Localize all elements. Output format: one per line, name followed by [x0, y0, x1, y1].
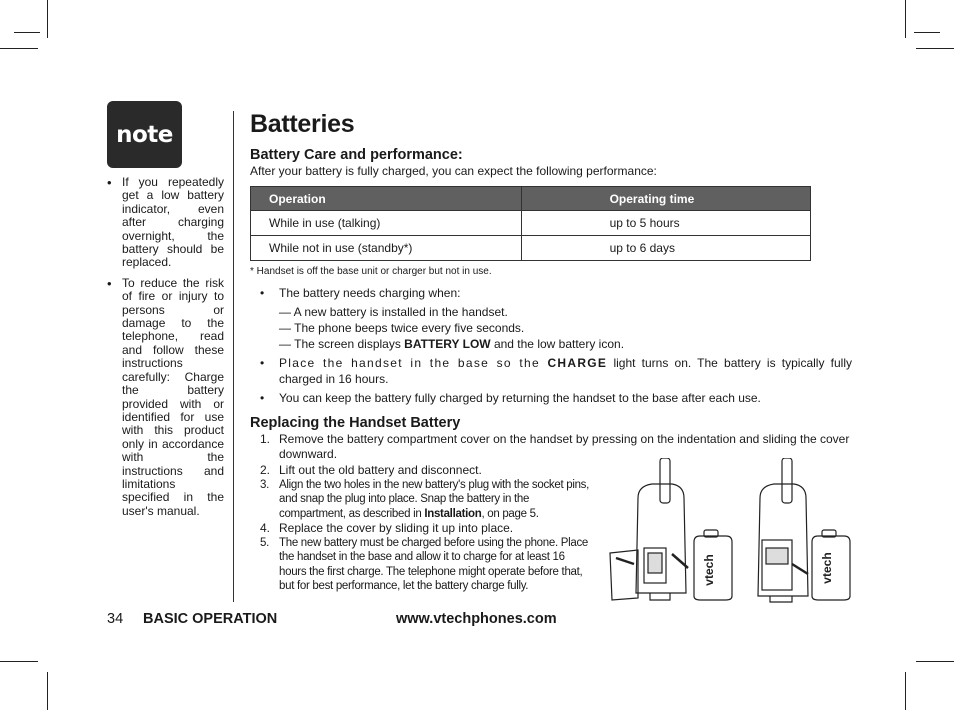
- step-text: The new battery must be charged before using the phone. Place the handset in the base and allow it to charge for at least 16 hours the first charge. The telephone might operate before that, but for best performance, let the battery charge fully.: [279, 536, 589, 592]
- crop-mark: [916, 661, 954, 662]
- step-number: 2.: [260, 463, 271, 477]
- list-item: [250, 355, 852, 387]
- step-text: Remove the battery compartment cover on the handset by pressing on the indentation and sliding the cover downward.: [279, 432, 850, 461]
- sub-text: and the low battery icon.: [490, 337, 625, 351]
- sub-item: [250, 336, 852, 352]
- step-text: Lift out the old battery and disconnect.: [279, 463, 482, 477]
- section-heading-care: Battery Care and performance:: [250, 147, 463, 163]
- step-number: 4.: [260, 521, 271, 535]
- step-text: Align the two holes in the new battery's plug with the socket pins, and snap the plug into place. Snap the battery in the compartment, as described in: [279, 478, 590, 520]
- charge-label: CHARGE: [547, 356, 608, 370]
- crop-mark: [916, 48, 954, 49]
- step-item: [250, 521, 593, 536]
- table-header-operation: Operation: [251, 187, 522, 211]
- section-name: BASIC OPERATION: [143, 611, 278, 627]
- step-text: Replace the cover by sliding it up into place.: [279, 521, 514, 535]
- arrow-icon: [616, 558, 634, 564]
- table-cell: up to 5 hours: [521, 211, 810, 236]
- note-bullet: • If you repeatedly get a low battery indicator, even after charging overnight, the battery should be replaced.: [107, 176, 224, 270]
- step-item: [250, 478, 593, 522]
- step-number: 5.: [260, 536, 269, 549]
- crop-mark: [47, 672, 48, 710]
- table-cell: While not in use (standby*): [251, 236, 522, 261]
- care-intro: After your battery is fully charged, you can expect the following performance:: [250, 164, 657, 178]
- crop-mark: [0, 48, 38, 49]
- crop-mark: [47, 0, 48, 38]
- table-header-time: Operating time: [521, 187, 810, 211]
- battery-replacement-illustration: [604, 458, 854, 606]
- sub-item: — A new battery is installed in the handset.: [279, 305, 508, 319]
- note-bullet: • To reduce the risk of fire or injury to persons or damage to the telephone, read and follow these instructions carefully: Charge the battery provided with or identified for use with this product only in accordance with the instructions and limitations specified in the user's manual.: [107, 277, 224, 518]
- crop-mark: [914, 32, 940, 33]
- bullet-text: The battery needs charging when:: [279, 286, 461, 300]
- crop-mark: [905, 672, 906, 710]
- table-row: [251, 236, 811, 261]
- bullet-text: You can keep the battery fully charged by returning the handset to the base after each use.: [279, 391, 761, 405]
- page-number: 34: [107, 611, 124, 627]
- table-row: [251, 211, 811, 236]
- step-item: [250, 432, 852, 461]
- crop-mark: [14, 32, 40, 33]
- list-item: [250, 390, 852, 406]
- step-number: 1.: [260, 432, 271, 446]
- table-header-row: [251, 187, 811, 211]
- step-number: 3.: [260, 478, 269, 491]
- table-cell: While in use (talking): [251, 211, 522, 236]
- table-cell: up to 6 days: [521, 236, 810, 261]
- list-item: [250, 285, 852, 301]
- brand-logo: vtech: [820, 552, 834, 584]
- section-heading-replace: Replacing the Handset Battery: [250, 415, 461, 431]
- table-footnote: * Handset is off the base unit or charger but not in use.: [250, 266, 492, 277]
- page-title: Batteries: [250, 110, 355, 138]
- note-badge-label: note: [116, 121, 173, 148]
- crop-mark: [905, 0, 906, 38]
- handset-illustration: [610, 458, 686, 600]
- care-bullets: [250, 285, 852, 406]
- arrow-icon: [792, 564, 808, 574]
- column-divider: [233, 111, 234, 602]
- website-url: www.vtechphones.com: [396, 611, 557, 627]
- note-badge: [107, 101, 182, 168]
- sub-item: — The phone beeps twice every five seconds.: [279, 321, 525, 335]
- step-item: [250, 536, 593, 594]
- performance-table: [250, 186, 811, 261]
- bullet-text: Place the handset in the base so the: [279, 356, 548, 370]
- brand-logo: vtech: [702, 554, 716, 586]
- handset-illustration: [758, 458, 808, 602]
- installation-ref: Installation: [424, 507, 482, 520]
- crop-mark: [0, 661, 38, 662]
- sub-text: — The screen displays: [279, 337, 405, 351]
- bullet-text: light turns on. The battery is typically fully charged in 16 hours.: [279, 356, 852, 386]
- note-sidebar: [107, 176, 224, 525]
- step-text: , on page 5.: [481, 507, 539, 520]
- battery-low-label: BATTERY LOW: [404, 337, 491, 351]
